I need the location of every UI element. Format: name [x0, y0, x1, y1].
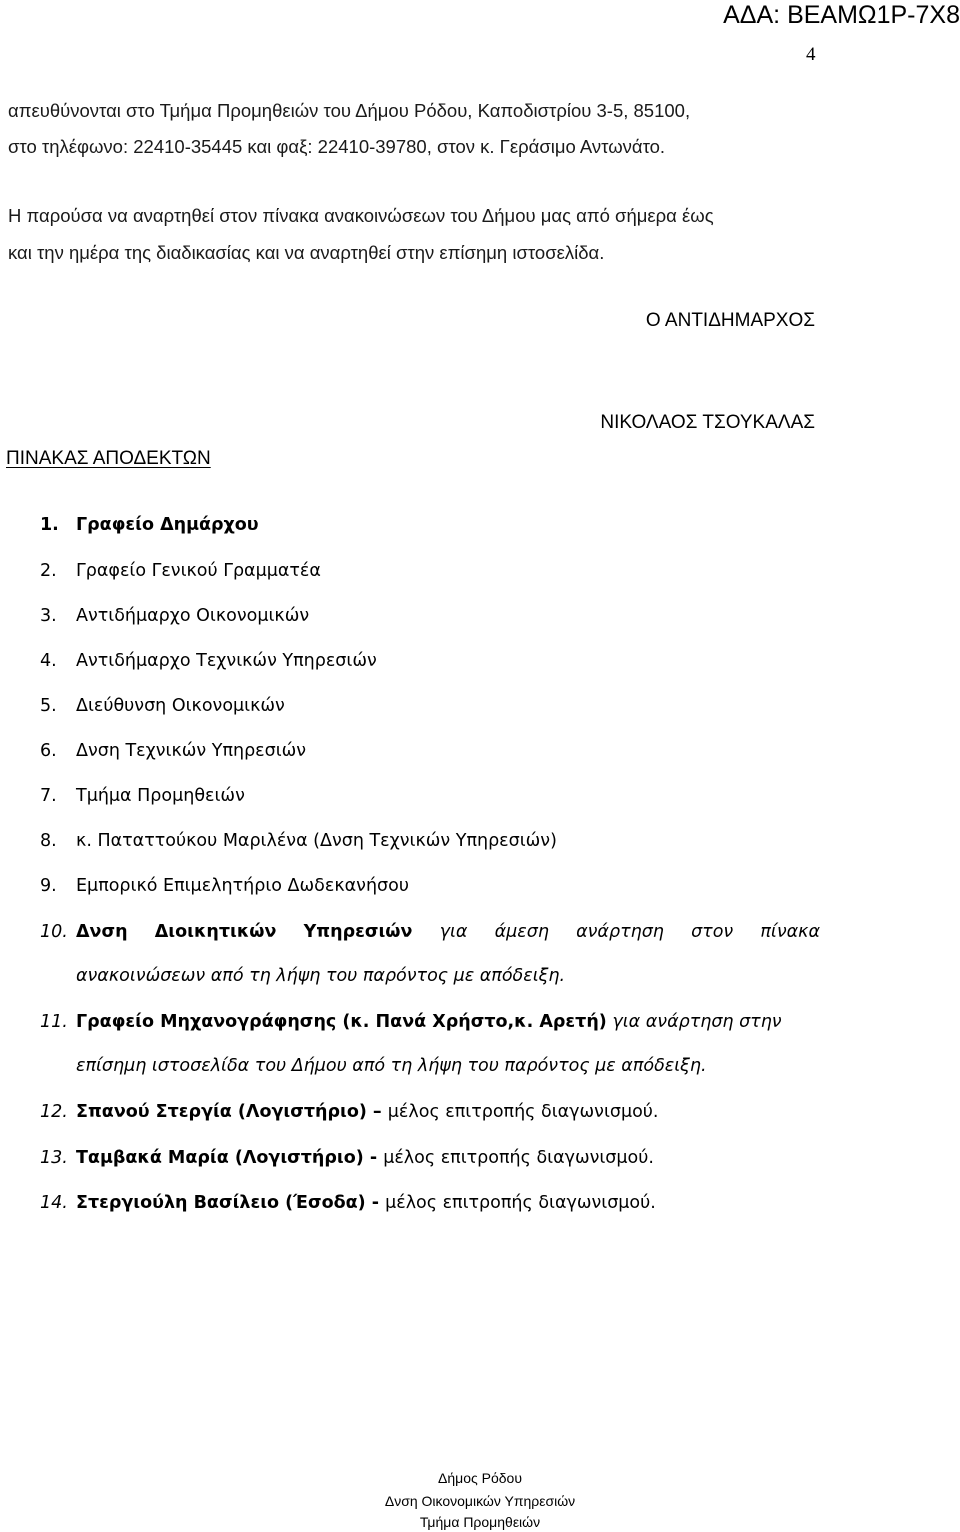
list-item: 6. Δνση Τεχνικών Υπηρεσιών: [40, 741, 307, 761]
list-item: 9. Εμπορικό Επιμελητήριο Δωδεκανήσου: [40, 876, 409, 896]
signature-name: ΝΙΚΟΛΑΟΣ ΤΣΟΥΚΑΛΑΣ: [600, 412, 815, 433]
footer-department: Τμήμα Προμηθειών: [419, 1514, 541, 1530]
paragraph-2-line-2: και την ημέρα της διαδικασίας και να αναρτηθεί στην επίσημη ιστοσελίδα.: [8, 242, 605, 263]
list-item: 7. Τμήμα Προμηθειών: [40, 786, 245, 806]
list-item: 3. Αντιδήμαρχο Οικονομικών: [40, 606, 310, 626]
footer-directorate: Δνση Οικονομικών Υπηρεσιών: [384, 1493, 576, 1509]
list-item: 1. Γραφείο Δημάρχου: [40, 515, 259, 535]
list-item-12: 12. Σπανού Στεργία (Λογιστήριο) – μέλος επιτροπής διαγωνισμού.: [40, 1102, 659, 1122]
list-item: 8. κ. Παταττούκου Μαριλένα (Δνση Τεχνικών Υπηρεσιών): [40, 831, 557, 851]
recipients-heading: ΠΙΝΑΚΑΣ ΑΠΟΔΕΚΤΩΝ: [6, 448, 211, 469]
page-number: 4: [806, 44, 816, 65]
list-item: 4. Αντιδήμαρχο Τεχνικών Υπηρεσιών: [40, 651, 377, 671]
list-item-10: 10. Δνση Διοικητικών Υπηρεσιών για άμεση ανάρτηση στον πίνακα ανακοινώσεων από τη λήψη του παρόντος με απόδειξη.: [40, 922, 820, 986]
signature-title: Ο ΑΝΤΙΔΗΜΑΡΧΟΣ: [645, 310, 815, 331]
list-item-13: 13. Ταμβακά Μαρία (Λογιστήριο) - μέλος επιτροπής διαγωνισμού.: [40, 1148, 654, 1168]
ada-code: ΑΔΑ: ΒΕΑΜΩ1Ρ-7Χ8: [723, 1, 960, 29]
list-item-14: 14. Στεργιούλη Βασίλειο (Έσοδα) - μέλος επιτροπής διαγωνισμού.: [40, 1193, 656, 1213]
list-item: 5. Διεύθυνση Οικονομικών: [40, 696, 285, 716]
list-item-11: 11. Γραφείο Μηχανογράφησης (κ. Πανά Χρήστο,κ. Αρετή) για ανάρτηση στην επίσημη ιστοσελίδα του Δήμου από τη λήψη του παρόντος με απόδειξη.: [40, 1012, 782, 1076]
paragraph-1-line-2: στο τηλέφωνο: 22410-35445 και φαξ: 22410-39780, στον κ. Γεράσιμο Αντωνάτο.: [8, 136, 666, 157]
paragraph-1-line-1: απευθύνονται στο Τμήμα Προμηθειών του Δήμου Ρόδου, Καποδιστρίου 3-5, 85100,: [8, 100, 691, 121]
footer-municipality: Δήμος Ρόδου: [438, 1470, 522, 1486]
list-item: 2. Γραφείο Γενικού Γραμματέα: [40, 561, 321, 581]
paragraph-2-line-1: Η παρούσα να αναρτηθεί στον πίνακα ανακοινώσεων του Δήμου μας από σήμερα έως: [8, 205, 714, 226]
